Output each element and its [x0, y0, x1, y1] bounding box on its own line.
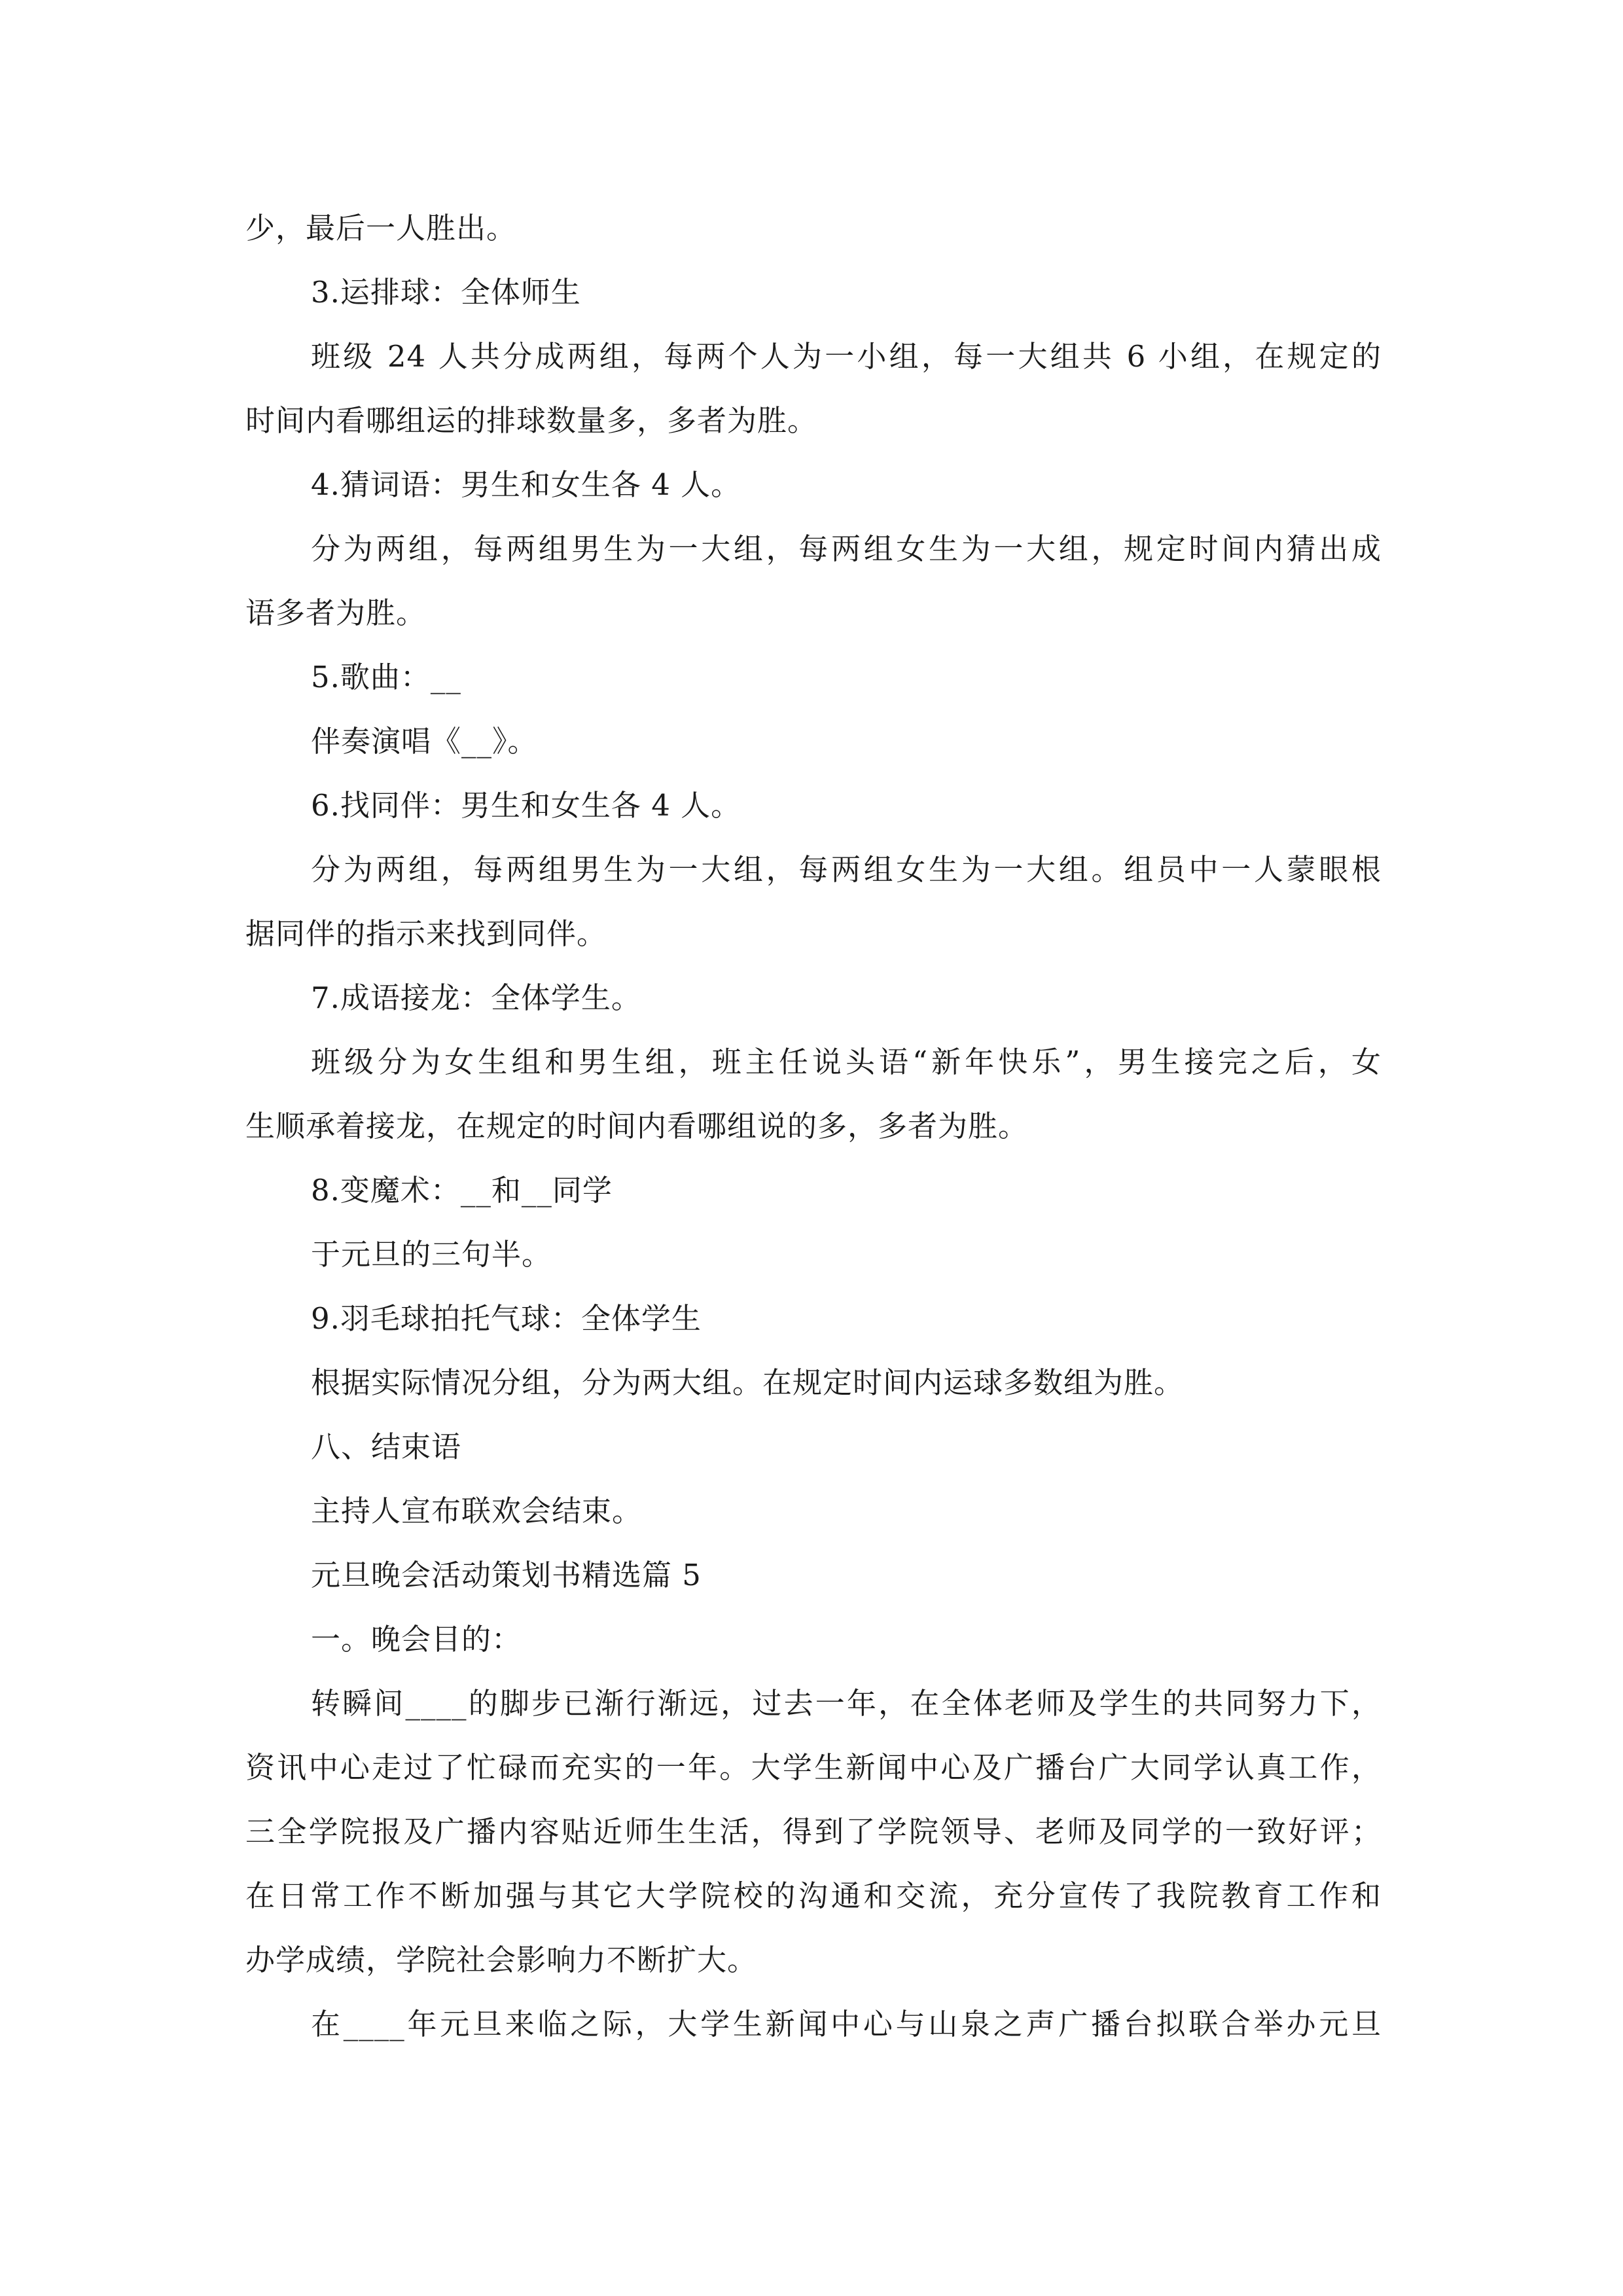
text-line: 于元旦的三句半。 [311, 1237, 552, 1272]
text-line: 分为两组，每两组男生为一大组，每两组女生为一大组。组员中一人蒙眼根 [311, 852, 1382, 887]
text-line: 生顺承着接龙，在规定的时间内看哪组说的多，多者为胜。 [245, 1109, 1029, 1143]
text-line: 3.运排球：全体师生 [311, 275, 581, 310]
text-line: 班级分为女生组和男生组，班主任说头语“新年快乐”，男生接完之后，女 [311, 1045, 1382, 1079]
document-body [245, 196, 1382, 2056]
text-line: 少，最后一人胜出。 [245, 211, 517, 245]
text-line: 据同伴的指示来找到同伴。 [245, 916, 607, 951]
text-line: 9.羽毛球拍托气球：全体学生 [311, 1301, 702, 1336]
text-line: 分为两组，每两组男生为一大组，每两组女生为一大组，规定时间内猜出成 [311, 531, 1382, 566]
text-line: 7.成语接龙：全体学生。 [311, 980, 641, 1015]
text-line: 4.猜词语：男生和女生各 4 人。 [311, 467, 741, 502]
section-heading: 一。晚会目的： [311, 1622, 522, 1657]
text-line: 6.找同伴：男生和女生各 4 人。 [311, 788, 741, 823]
text-line: 语多者为胜。 [245, 596, 427, 630]
text-line: 主持人宣布联欢会结束。 [311, 1494, 643, 1528]
text-line: 资讯中心走过了忙碌而充实的一年。大学生新闻中心及广播台广大同学认真工作， [245, 1750, 1382, 1785]
section-heading: 八、结束语 [311, 1429, 462, 1464]
text-line: 办学成绩，学院社会影响力不断扩大。 [245, 1943, 758, 1977]
text-line: 根据实际情况分组，分为两大组。在规定时间内运球多数组为胜。 [311, 1365, 1185, 1400]
text-line: 转瞬间____的脚步已渐行渐远，过去一年，在全体老师及学生的共同努力下， [311, 1686, 1382, 1721]
text-line: 伴奏演唱《__》。 [311, 724, 538, 759]
text-line: 5.歌曲：__ [311, 660, 461, 694]
text-line: 在____年元旦来临之际，大学生新闻中心与山泉之声广播台拟联合举办元旦 [311, 2007, 1382, 2041]
text-line: 时间内看哪组运的排球数量多，多者为胜。 [245, 403, 818, 438]
text-line: 班级 24 人共分成两组，每两个人为一小组，每一大组共 6 小组，在规定的 [311, 339, 1382, 374]
text-line: 三全学院报及广播内容贴近师生生活，得到了学院领导、老师及同学的一致好评； [245, 1814, 1382, 1849]
text-line: 在日常工作不断加强与其它大学院校的沟通和交流，充分宣传了我院教育工作和 [245, 1878, 1382, 1913]
text-line: 8.变魔术：__和__同学 [311, 1173, 613, 1208]
article-title: 元旦晚会活动策划书精选篇 5 [311, 1558, 702, 1592]
